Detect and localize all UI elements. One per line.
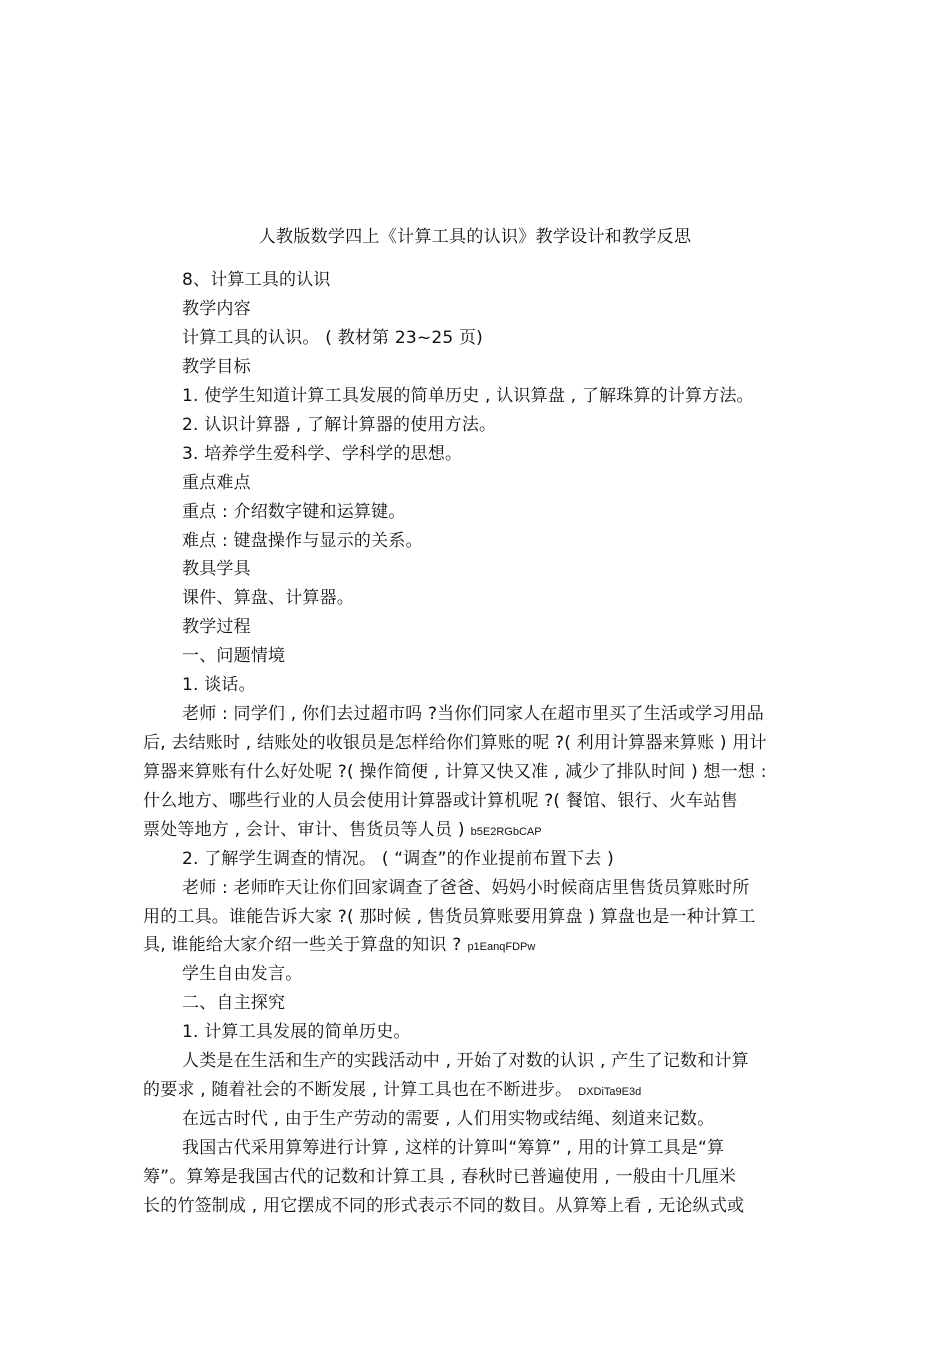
line-text: 票处等地方 , 会计、审计、售货员等人员 ) — [143, 820, 465, 840]
watermark-code: p1EanqFDPw — [467, 941, 536, 953]
line-text: 难点 : 键盘操作与显示的关系。 — [182, 531, 423, 551]
paragraph-line — [143, 1195, 793, 1217]
text-line — [182, 530, 832, 552]
paragraph-line — [182, 1137, 832, 1159]
paragraph-line — [143, 1166, 793, 1188]
line-text: 2. 认识计算器 , 了解计算器的使用方法。 — [182, 415, 497, 435]
subheading — [182, 356, 832, 378]
paragraph-line — [182, 877, 832, 899]
text-line — [182, 501, 832, 523]
text-line — [182, 327, 832, 349]
text-line — [182, 848, 832, 870]
paragraph-line — [143, 790, 793, 812]
line-text: 我国古代采用算筹进行计算 , 这样的计算叫“筹算” , 用的计算工具是“算 — [182, 1138, 725, 1158]
line-text: 教学内容 — [182, 299, 251, 319]
watermark-code: DXDiTa9E3d — [578, 1086, 642, 1098]
line-text: 计算工具的认识。 ( 教材第 23~25 页) — [182, 328, 483, 348]
paragraph-line — [182, 1108, 832, 1130]
line-text: 老师 : 老师昨天让你们回家调查了爸爸、妈妈小时候商店里售货员算账时所 — [182, 878, 750, 898]
line-text: 后, 去结账时 , 结账处的收银员是怎样给你们算账的呢 ?( 利用计算器来算账 ) 用计 — [143, 733, 767, 753]
subheading — [182, 558, 832, 580]
subheading — [182, 298, 832, 320]
subheading — [182, 616, 832, 638]
paragraph-line — [182, 703, 832, 725]
text-line — [182, 443, 832, 465]
line-text: 3. 培养学生爱科学、学科学的思想。 — [182, 444, 463, 464]
line-text: 1. 使学生知道计算工具发展的简单历史 , 认识算盘 , 了解珠算的计算方法。 — [182, 386, 754, 406]
section-heading — [182, 645, 832, 667]
document-title: 人教版数学四上《计算工具的认识》教学设计和教学反思 — [258, 227, 692, 247]
paragraph-line — [182, 1050, 832, 1072]
text-line — [182, 674, 832, 696]
line-text: 1. 计算工具发展的简单历史。 — [182, 1022, 411, 1042]
line-text: 1. 谈话。 — [182, 675, 256, 695]
paragraph-line — [143, 934, 793, 958]
line-text: 人类是在生活和生产的实践活动中 , 开始了对数的认识 , 产生了记数和计算 — [182, 1051, 749, 1071]
line-text: 具, 谁能给大家介绍一些关于算盘的知识 ? — [143, 935, 462, 955]
line-text: 2. 了解学生调查的情况。 ( “调查”的作业提前布置下去 ) — [182, 849, 614, 869]
line-text: 重点难点 — [182, 473, 251, 493]
line-text: 长的竹签制成 , 用它摆成不同的形式表示不同的数目。从算筹上看 , 无论纵式或 — [143, 1196, 745, 1216]
paragraph-line — [143, 732, 793, 754]
paragraph-line — [143, 906, 793, 928]
line-text: 一、问题情境 — [182, 646, 286, 666]
paragraph-line — [143, 1079, 793, 1103]
paragraph-line — [143, 761, 793, 783]
section-heading — [182, 269, 832, 291]
line-text: 老师 : 同学们 , 你们去过超市吗 ?当你们同家人在超市里买了生活或学习用品 — [182, 704, 764, 724]
section-heading — [182, 992, 832, 1014]
text-line — [182, 1021, 832, 1043]
line-text: 什么地方、哪些行业的人员会使用计算器或计算机呢 ?( 餐馆、银行、火车站售 — [143, 791, 738, 811]
paragraph-line — [143, 819, 793, 843]
line-text: 算器来算账有什么好处呢 ?( 操作简便 , 计算又快又准 , 减少了排队时间 ) 想一想 : — [143, 762, 767, 782]
line-text: 课件、算盘、计算器。 — [182, 588, 354, 608]
line-text: 筹”。算筹是我国古代的记数和计算工具 , 春秋时已普遍使用 , 一般由十几厘米 — [143, 1167, 737, 1187]
line-text: 重点 : 介绍数字键和运算键。 — [182, 502, 406, 522]
watermark-code: b5E2RGbCAP — [470, 826, 542, 838]
subheading — [182, 472, 832, 494]
text-line — [182, 963, 832, 985]
text-line — [182, 587, 832, 609]
line-text: 的要求 , 随着社会的不断发展 , 计算工具也在不断进步。 — [143, 1080, 573, 1100]
line-text: 教学目标 — [182, 357, 251, 377]
line-text: 二、自主探究 — [182, 993, 286, 1013]
line-text: 用的工具。谁能告诉大家 ?( 那时候 , 售货员算账要用算盘 ) 算盘也是一种计算工 — [143, 907, 756, 927]
line-text: 教学过程 — [182, 617, 251, 637]
line-text: 在远古时代 , 由于生产劳动的需要 , 人们用实物或结绳、刻道来记数。 — [182, 1109, 715, 1129]
line-text: 学生自由发言。 — [182, 964, 303, 984]
text-line — [182, 414, 832, 436]
line-text: 8、计算工具的认识 — [182, 270, 331, 290]
line-text: 教具学具 — [182, 559, 251, 579]
text-line — [182, 385, 832, 407]
